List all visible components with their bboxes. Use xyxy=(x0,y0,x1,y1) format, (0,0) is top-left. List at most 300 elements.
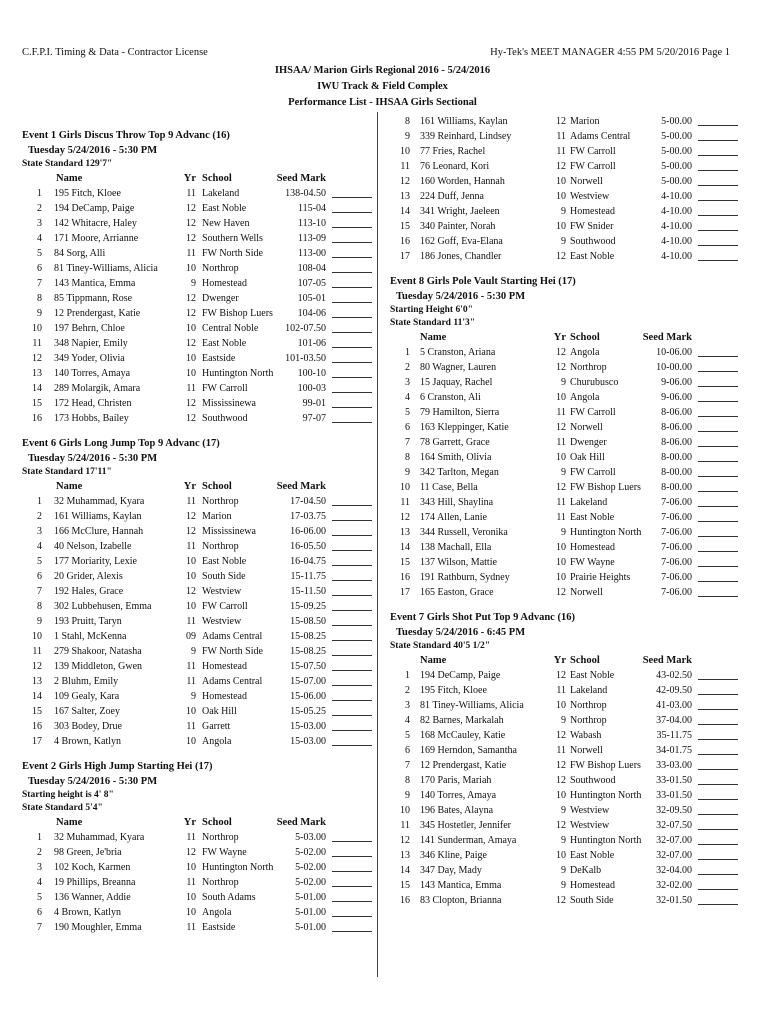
place: 4 xyxy=(37,233,42,244)
place: 1 xyxy=(37,188,42,199)
athlete-name: 141 Sunderman, Amaya xyxy=(420,835,517,846)
result-row xyxy=(22,860,374,875)
meet-titles xyxy=(180,63,585,111)
year: 12 xyxy=(556,362,566,373)
athlete-name: 19 Phillips, Breanna xyxy=(54,877,136,888)
blank-line xyxy=(698,698,738,710)
year: 10 xyxy=(556,452,566,463)
seed-mark: 15-08.50 xyxy=(290,616,326,627)
blank-line xyxy=(332,231,372,243)
blank-line xyxy=(698,510,738,522)
seed-mark: 100-03 xyxy=(297,383,326,394)
year: 10 xyxy=(186,601,196,612)
result-row xyxy=(22,201,374,216)
seed-mark: 17-03.75 xyxy=(290,511,326,522)
blank-line xyxy=(332,494,372,506)
athlete-name: 344 Russell, Veronika xyxy=(420,527,508,538)
result-row xyxy=(22,509,374,524)
school: FW North Side xyxy=(202,646,263,657)
result-row xyxy=(390,878,740,893)
athlete-name: 84 Sorg, Alli xyxy=(54,248,106,259)
result-row xyxy=(390,570,740,585)
result-row xyxy=(22,321,374,336)
athlete-name: 1 Stahl, McKenna xyxy=(54,631,127,642)
blank-line xyxy=(698,375,738,387)
school: Huntington North xyxy=(202,368,274,379)
school: Marion xyxy=(202,511,232,522)
place: 1 xyxy=(405,670,410,681)
result-row xyxy=(22,539,374,554)
blank-line xyxy=(332,276,372,288)
blank-line xyxy=(332,674,372,686)
year: 9 xyxy=(191,278,196,289)
result-row xyxy=(22,614,374,629)
blank-line xyxy=(332,366,372,378)
result-row xyxy=(22,920,374,935)
blank-line xyxy=(698,540,738,552)
result-row xyxy=(390,249,740,264)
school: East Noble xyxy=(570,251,615,262)
year: 12 xyxy=(186,218,196,229)
blank-line xyxy=(698,420,738,432)
athlete-name: 20 Grider, Alexis xyxy=(54,571,123,582)
blank-line xyxy=(698,495,738,507)
school: Dwenger xyxy=(570,437,607,448)
blank-line xyxy=(698,878,738,890)
blank-line xyxy=(698,480,738,492)
year: 11 xyxy=(556,437,566,448)
place: 9 xyxy=(405,467,410,478)
school: Southern Wells xyxy=(202,233,263,244)
year: 12 xyxy=(186,847,196,858)
result-row xyxy=(390,728,740,743)
event-date: Tuesday 5/24/2016 - 5:30 PM xyxy=(28,776,158,787)
blank-line xyxy=(698,893,738,905)
athlete-name: 160 Worden, Hannah xyxy=(420,176,505,187)
school: Norwell xyxy=(570,422,603,433)
place: 14 xyxy=(400,206,410,217)
result-row xyxy=(390,159,740,174)
year: 11 xyxy=(186,721,196,732)
year: 9 xyxy=(561,236,566,247)
place: 15 xyxy=(400,557,410,568)
result-row xyxy=(22,261,374,276)
right-column xyxy=(390,114,740,918)
seed-mark: 16-06.00 xyxy=(290,526,326,537)
place: 7 xyxy=(37,922,42,933)
result-row xyxy=(390,683,740,698)
place: 2 xyxy=(37,203,42,214)
year: 12 xyxy=(556,820,566,831)
blank-line xyxy=(332,704,372,716)
athlete-name: 78 Garrett, Grace xyxy=(420,437,490,448)
school: Northrop xyxy=(202,263,239,274)
page-header-right: Hy-Tek's MEET MANAGER 4:55 PM 5/20/2016 Page 1 xyxy=(490,47,730,58)
event-title: Event 8 Girls Pole Vault Starting Hei (17) xyxy=(390,276,576,287)
seed-mark: 7-06.00 xyxy=(661,557,692,568)
school: FW Snider xyxy=(570,221,614,232)
result-row xyxy=(22,845,374,860)
seed-mark: 102-07.50 xyxy=(285,323,326,334)
seed-mark: 5-01.00 xyxy=(295,907,326,918)
school: FW Bishop Luers xyxy=(570,760,641,771)
year: 12 xyxy=(186,293,196,304)
seed-mark: 97-07 xyxy=(302,413,326,424)
page-header-left: C.F.P.I. Timing & Data - Contractor License xyxy=(22,47,208,58)
athlete-name: 109 Gealy, Kara xyxy=(54,691,120,702)
year: 12 xyxy=(186,398,196,409)
place: 3 xyxy=(405,700,410,711)
blank-line xyxy=(698,390,738,402)
place: 10 xyxy=(32,631,42,642)
result-row xyxy=(390,893,740,908)
year: 9 xyxy=(561,880,566,891)
seed-mark: 113-00 xyxy=(298,248,326,259)
athlete-name: 138 Machall, Ella xyxy=(420,542,492,553)
year: 12 xyxy=(556,347,566,358)
col-yr-header: Yr xyxy=(183,817,196,828)
school: Oak Hill xyxy=(570,452,605,463)
seed-mark: 8-00.00 xyxy=(661,467,692,478)
place: 8 xyxy=(405,775,410,786)
column-header-row xyxy=(22,479,374,494)
year: 10 xyxy=(556,392,566,403)
blank-line xyxy=(698,818,738,830)
result-row xyxy=(22,644,374,659)
athlete-name: 279 Shakoor, Natasha xyxy=(54,646,142,657)
place: 8 xyxy=(405,116,410,127)
athlete-name: 173 Hobbs, Bailey xyxy=(54,413,129,424)
seed-mark: 32-01.50 xyxy=(656,895,692,906)
athlete-name: 171 Moore, Arrianne xyxy=(54,233,139,244)
athlete-name: 139 Middleton, Gwen xyxy=(54,661,143,672)
seed-mark: 5-02.00 xyxy=(295,862,326,873)
seed-mark: 15-08.25 xyxy=(290,646,326,657)
seed-mark: 15-08.25 xyxy=(290,631,326,642)
place: 5 xyxy=(405,730,410,741)
athlete-name: 195 Fitch, Kloee xyxy=(54,188,121,199)
school: Churubusco xyxy=(570,377,619,388)
result-row xyxy=(22,216,374,231)
year: 10 xyxy=(556,557,566,568)
seed-mark: 33-01.50 xyxy=(656,775,692,786)
athlete-name: 163 Kleppinger, Katie xyxy=(420,422,509,433)
place: 11 xyxy=(400,497,410,508)
place: 2 xyxy=(405,685,410,696)
seed-mark: 5-00.00 xyxy=(661,116,692,127)
place: 4 xyxy=(37,541,42,552)
athlete-name: 165 Easton, Grace xyxy=(420,587,494,598)
school: FW Bishop Luers xyxy=(570,482,641,493)
year: 10 xyxy=(186,323,196,334)
seed-mark: 32-09.50 xyxy=(656,805,692,816)
year: 12 xyxy=(556,251,566,262)
blank-line xyxy=(698,525,738,537)
athlete-name: 137 Wilson, Mattie xyxy=(420,557,497,568)
school: South Side xyxy=(570,895,614,906)
seed-mark: 8-06.00 xyxy=(661,437,692,448)
blank-line xyxy=(698,758,738,770)
year: 9 xyxy=(561,377,566,388)
result-row xyxy=(390,758,740,773)
year: 12 xyxy=(186,511,196,522)
school: Lakeland xyxy=(570,685,608,696)
blank-line xyxy=(698,450,738,462)
result-row xyxy=(390,818,740,833)
year: 11 xyxy=(556,407,566,418)
year: 10 xyxy=(556,542,566,553)
school: Homestead xyxy=(570,206,615,217)
place: 12 xyxy=(400,176,410,187)
athlete-name: 194 DeCamp, Paige xyxy=(420,670,501,681)
school: Homestead xyxy=(570,880,615,891)
seed-mark: 7-06.00 xyxy=(661,542,692,553)
athlete-name: 339 Reinhard, Lindsey xyxy=(420,131,512,142)
place: 14 xyxy=(32,383,42,394)
year: 9 xyxy=(561,715,566,726)
year: 12 xyxy=(186,526,196,537)
result-row xyxy=(22,734,374,749)
seed-mark: 5-00.00 xyxy=(661,146,692,157)
year: 11 xyxy=(186,676,196,687)
year: 9 xyxy=(561,835,566,846)
year: 9 xyxy=(191,646,196,657)
place: 3 xyxy=(37,526,42,537)
blank-line xyxy=(698,803,738,815)
school: Lakeland xyxy=(570,497,608,508)
place: 15 xyxy=(32,706,42,717)
blank-line xyxy=(332,509,372,521)
school: Northrop xyxy=(202,877,239,888)
result-row xyxy=(22,186,374,201)
place: 7 xyxy=(37,586,42,597)
school: Prairie Heights xyxy=(570,572,631,583)
seed-mark: 32-07.00 xyxy=(656,850,692,861)
place: 13 xyxy=(32,676,42,687)
result-row xyxy=(22,411,374,426)
seed-mark: 4-10.00 xyxy=(661,191,692,202)
col-seed-header: Seed Mark xyxy=(276,817,326,828)
athlete-name: 32 Muhammad, Kyara xyxy=(54,832,145,843)
event-block xyxy=(22,759,374,935)
result-row xyxy=(390,345,740,360)
event-date: Tuesday 5/24/2016 - 5:30 PM xyxy=(28,453,158,464)
seed-mark: 105-01 xyxy=(297,293,326,304)
school: Norwell xyxy=(570,745,603,756)
result-row xyxy=(390,803,740,818)
col-school-header: School xyxy=(570,655,600,666)
year: 12 xyxy=(556,760,566,771)
place: 10 xyxy=(400,805,410,816)
event-note: State Standard 11'3" xyxy=(390,318,475,328)
seed-mark: 108-04 xyxy=(297,263,326,274)
athlete-name: 162 Goff, Eva-Elana xyxy=(420,236,503,247)
seed-mark: 8-00.00 xyxy=(661,482,692,493)
school: Homestead xyxy=(202,691,247,702)
seed-mark: 16-05.50 xyxy=(290,541,326,552)
year: 10 xyxy=(556,700,566,711)
athlete-name: 40 Nelson, Izabelle xyxy=(54,541,132,552)
year: 12 xyxy=(556,422,566,433)
col-name-header: Name xyxy=(56,817,83,828)
year: 11 xyxy=(556,745,566,756)
seed-mark: 41-03.00 xyxy=(656,700,692,711)
place: 14 xyxy=(400,542,410,553)
athlete-name: 140 Torres, Amaya xyxy=(420,790,497,801)
athlete-name: 136 Wanner, Addie xyxy=(54,892,131,903)
result-row xyxy=(390,788,740,803)
school: Norwell xyxy=(570,587,603,598)
school: Homestead xyxy=(202,661,247,672)
place: 13 xyxy=(400,191,410,202)
school: New Haven xyxy=(202,218,250,229)
result-row xyxy=(22,719,374,734)
place: 11 xyxy=(32,338,42,349)
year: 11 xyxy=(556,512,566,523)
school: Northrop xyxy=(202,496,239,507)
seed-mark: 8-06.00 xyxy=(661,407,692,418)
athlete-name: 192 Hales, Grace xyxy=(54,586,124,597)
blank-line xyxy=(332,659,372,671)
place: 16 xyxy=(32,413,42,424)
athlete-name: 15 Jaquay, Rachel xyxy=(420,377,493,388)
school: Angola xyxy=(570,347,600,358)
seed-mark: 4-10.00 xyxy=(661,236,692,247)
place: 11 xyxy=(400,161,410,172)
school: Homestead xyxy=(570,542,615,553)
year: 10 xyxy=(186,556,196,567)
blank-line xyxy=(332,689,372,701)
school: Adams Central xyxy=(202,676,263,687)
athlete-name: 196 Bates, Alayna xyxy=(420,805,494,816)
seed-mark: 101-03.50 xyxy=(285,353,326,364)
year: 11 xyxy=(186,248,196,259)
athlete-name: 349 Yoder, Olivia xyxy=(54,353,125,364)
seed-mark: 10-00.00 xyxy=(656,362,692,373)
result-row xyxy=(390,219,740,234)
school: FW Wayne xyxy=(202,847,247,858)
result-row xyxy=(390,450,740,465)
seed-mark: 138-04.50 xyxy=(285,188,326,199)
result-row xyxy=(390,189,740,204)
blank-line xyxy=(698,159,738,171)
school: Adams Central xyxy=(202,631,263,642)
year: 11 xyxy=(186,496,196,507)
blank-line xyxy=(332,830,372,842)
event-title: Event 6 Girls Long Jump Top 9 Advanc (17) xyxy=(22,438,220,449)
place: 1 xyxy=(37,496,42,507)
high-jump-continuation xyxy=(390,114,740,264)
result-row xyxy=(390,360,740,375)
year: 11 xyxy=(556,131,566,142)
athlete-name: 289 Molargik, Amara xyxy=(54,383,141,394)
seed-mark: 9-06.00 xyxy=(661,392,692,403)
school: Wabash xyxy=(570,730,602,741)
col-seed-header: Seed Mark xyxy=(276,481,326,492)
school: Westview xyxy=(570,820,610,831)
place: 11 xyxy=(32,646,42,657)
col-name-header: Name xyxy=(420,655,447,666)
result-row xyxy=(22,674,374,689)
place: 5 xyxy=(37,556,42,567)
blank-line xyxy=(332,246,372,258)
event-date: Tuesday 5/24/2016 - 5:30 PM xyxy=(28,145,158,156)
result-row xyxy=(22,351,374,366)
athlete-name: 76 Leonard, Kori xyxy=(420,161,490,172)
school: Central Noble xyxy=(202,323,259,334)
blank-line xyxy=(698,863,738,875)
blank-line xyxy=(332,890,372,902)
athlete-name: 85 Tippmann, Rose xyxy=(54,293,133,304)
place: 16 xyxy=(400,895,410,906)
result-row xyxy=(22,875,374,890)
column-header-row xyxy=(22,815,374,830)
school: Eastside xyxy=(202,922,236,933)
school: FW Carroll xyxy=(570,161,616,172)
place: 16 xyxy=(400,572,410,583)
result-row xyxy=(22,830,374,845)
place: 15 xyxy=(32,398,42,409)
result-row xyxy=(390,420,740,435)
place: 9 xyxy=(37,616,42,627)
blank-line xyxy=(332,719,372,731)
blank-line xyxy=(332,599,372,611)
blank-line xyxy=(332,186,372,198)
year: 10 xyxy=(186,706,196,717)
seed-mark: 104-06 xyxy=(297,308,326,319)
school: Dwenger xyxy=(202,293,239,304)
place: 7 xyxy=(37,278,42,289)
seed-mark: 4-10.00 xyxy=(661,251,692,262)
place: 8 xyxy=(37,293,42,304)
col-school-header: School xyxy=(570,332,600,343)
blank-line xyxy=(698,743,738,755)
athlete-name: 2 Bluhm, Emily xyxy=(54,676,119,687)
result-row xyxy=(22,336,374,351)
seed-mark: 7-06.00 xyxy=(661,572,692,583)
athlete-name: 4 Brown, Katlyn xyxy=(54,907,121,918)
blank-line xyxy=(698,360,738,372)
event-note: State Standard 129'7" xyxy=(22,159,113,169)
result-row xyxy=(22,569,374,584)
year: 10 xyxy=(556,850,566,861)
seed-mark: 7-06.00 xyxy=(661,587,692,598)
school: Huntington North xyxy=(570,527,642,538)
athlete-name: 80 Wagner, Lauren xyxy=(420,362,497,373)
place: 11 xyxy=(400,820,410,831)
seed-mark: 32-07.50 xyxy=(656,820,692,831)
result-row xyxy=(22,524,374,539)
year: 10 xyxy=(556,191,566,202)
event-block xyxy=(390,274,740,600)
school: Northrop xyxy=(570,362,607,373)
year: 9 xyxy=(561,805,566,816)
year: 12 xyxy=(556,587,566,598)
col-school-header: School xyxy=(202,817,232,828)
place: 15 xyxy=(400,880,410,891)
year: 10 xyxy=(556,221,566,232)
athlete-name: 12 Prendergast, Katie xyxy=(54,308,141,319)
result-row xyxy=(390,863,740,878)
year: 11 xyxy=(556,146,566,157)
school: Southwood xyxy=(570,236,616,247)
seed-mark: 15-11.50 xyxy=(290,586,326,597)
col-school-header: School xyxy=(202,481,232,492)
place: 8 xyxy=(37,601,42,612)
seed-mark: 15-07.50 xyxy=(290,661,326,672)
place: 17 xyxy=(400,251,410,262)
place: 17 xyxy=(32,736,42,747)
